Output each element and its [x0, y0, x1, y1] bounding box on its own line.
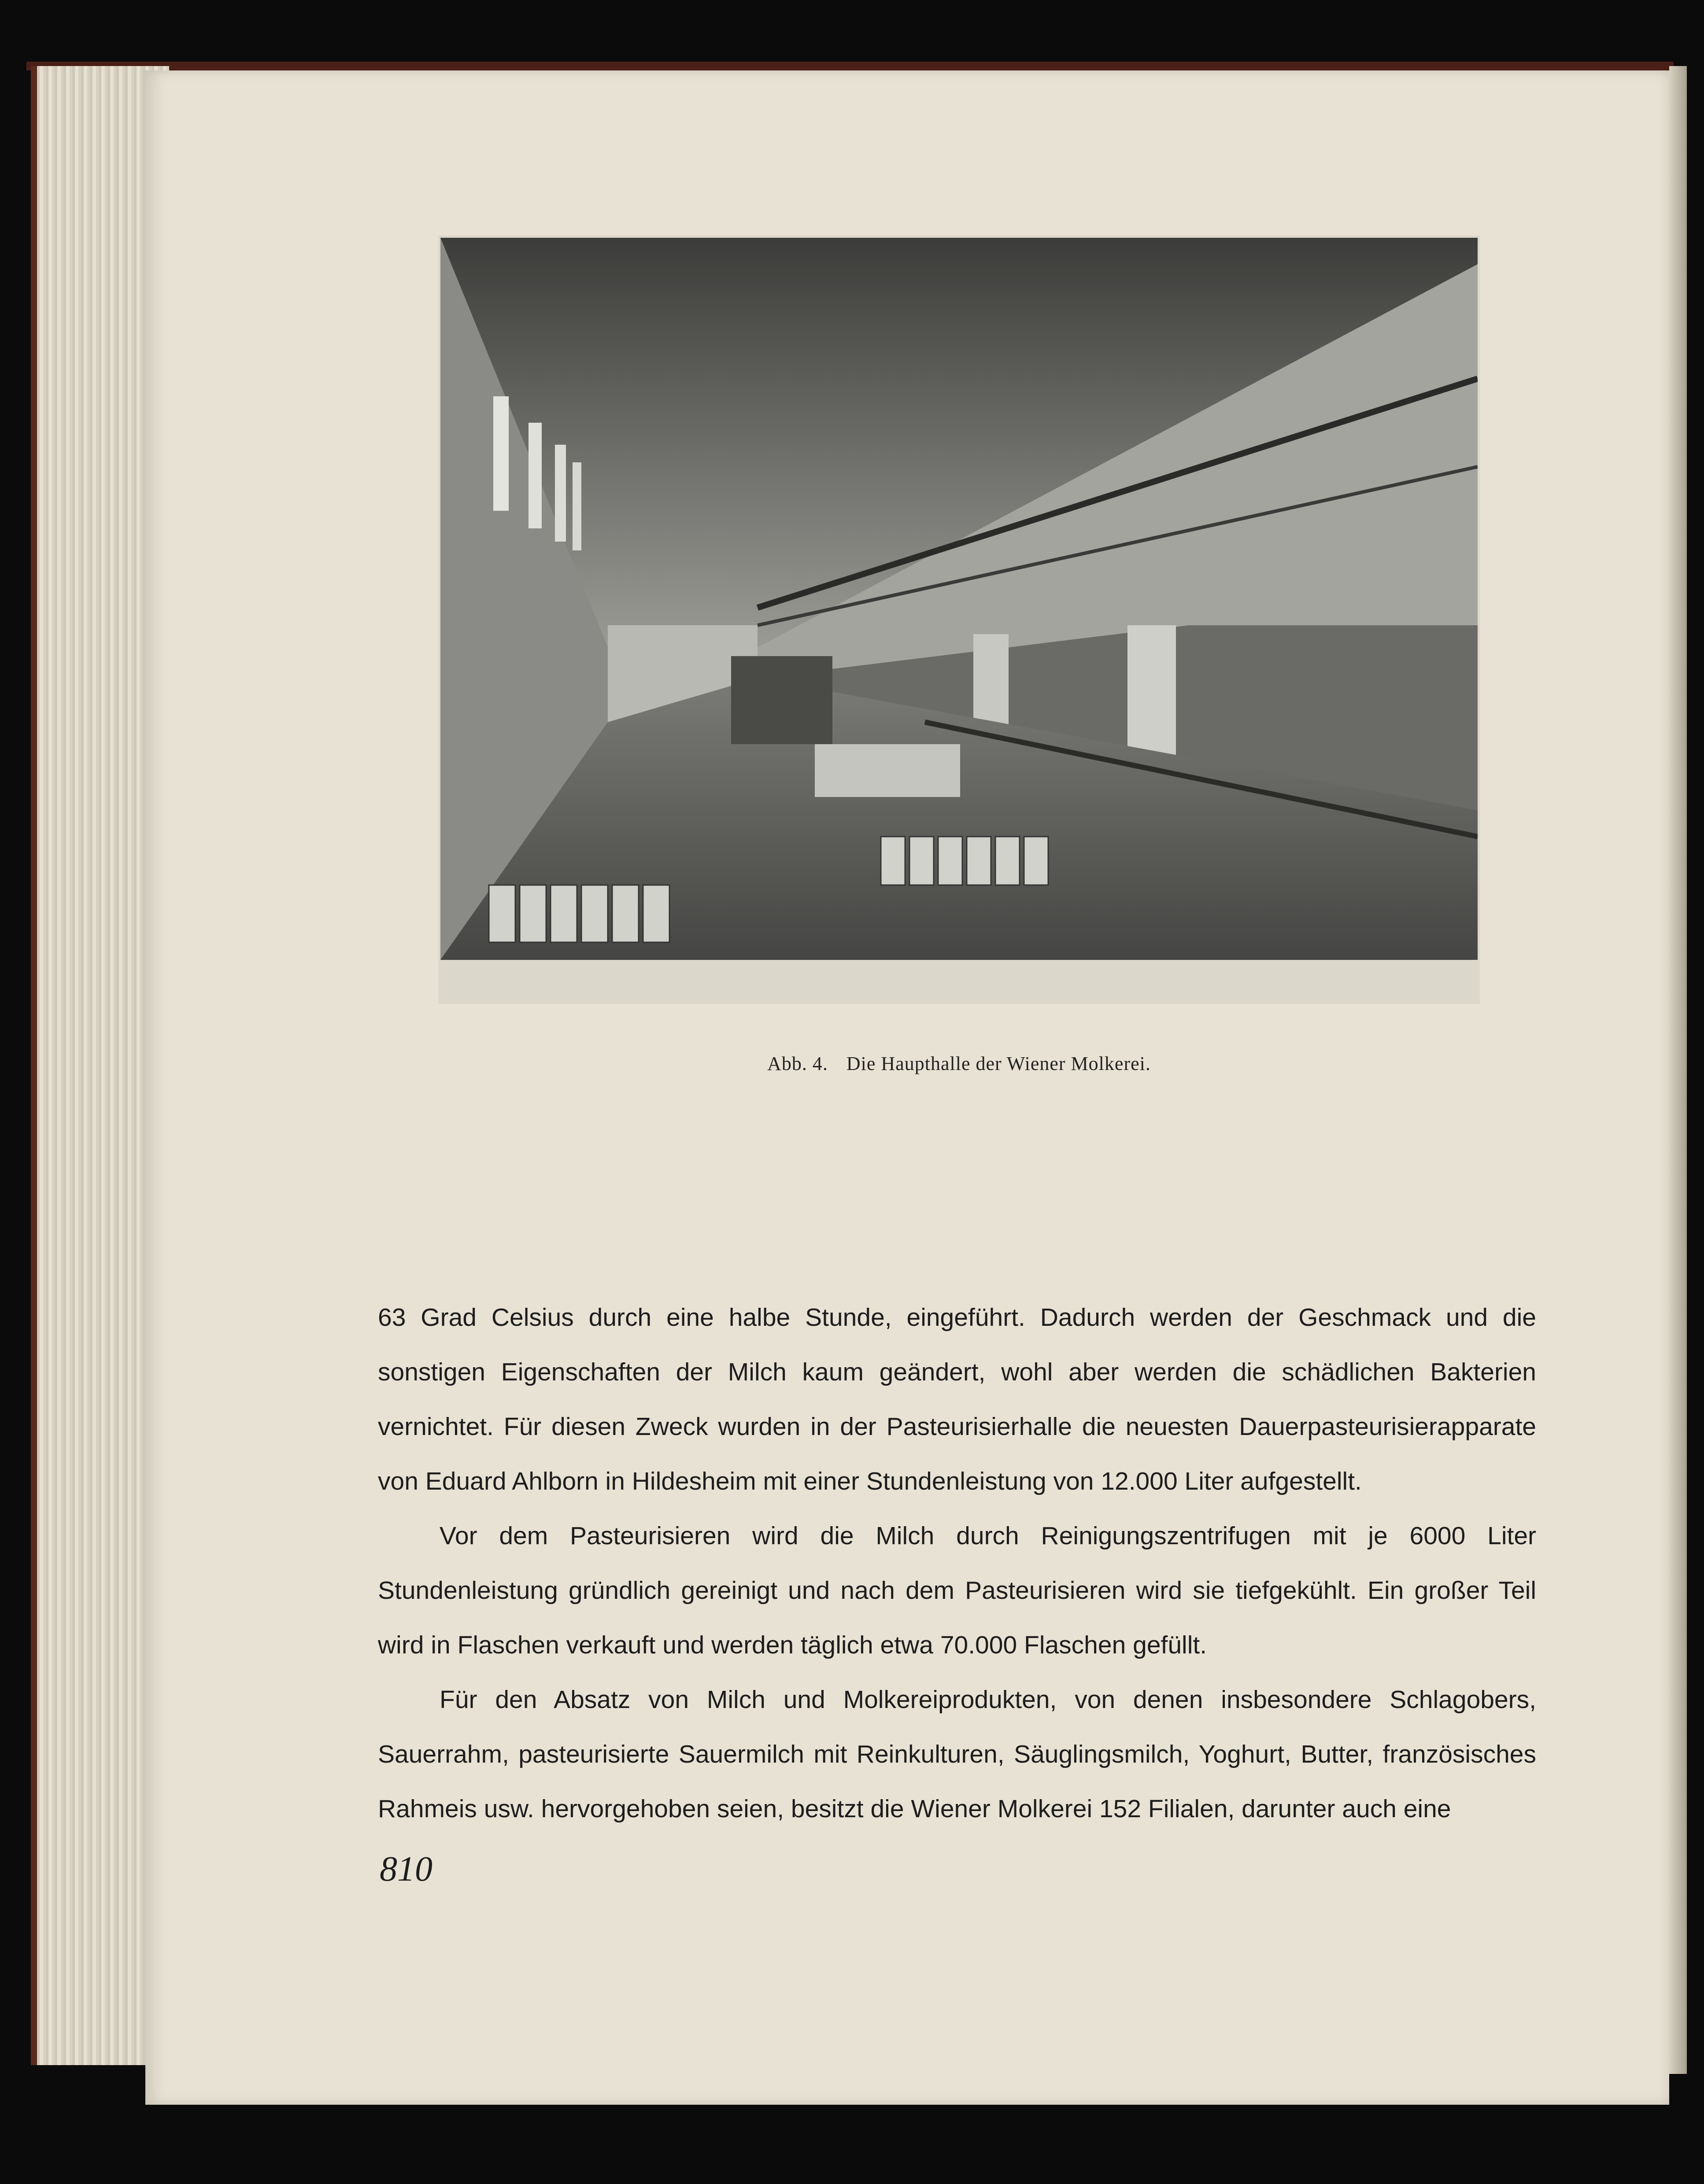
dairy-hall-photograph	[440, 238, 1478, 960]
caption-number: Abb. 4.	[767, 1053, 828, 1074]
paragraph-3: Für den Absatz von Milch und Molkereiprodukten, von denen insbesondere Schlagobers, Sauerrahm, pasteurisierte Sauermilch mit Reinkulturen, Säuglingsmilch, Yoghurt, Butter, französisches Rahmeis usw. hervorgehoben seien, besitzt die Wiener Molkerei 152 Filialen, darunter auch eine	[378, 1686, 1536, 1823]
book-cover-edge	[26, 62, 1674, 70]
paragraph-1: 63 Grad Celsius durch eine halbe Stunde, eingeführt. Dadurch werden der Geschmack und die sonstigen Eigenschaften der Milch kaum geändert, wohl aber werden die schädlichen Bakterien vernichtet. Für diesen Zweck wurden in der Pasteurisierhalle die neuesten Dauerpasteurisierapparate von Eduard Ahlborn in Hildesheim mit einer Stundenleistung von 12.000 Liter aufgestellt.	[378, 1303, 1536, 1495]
paragraph-2: Vor dem Pasteurisieren wird die Milch durch Reinigungszentrifugen mit je 6000 Liter Stundenleistung gründlich gereinigt und nach dem Pasteurisieren wird sie tiefgekühlt. Ein großer Teil wird in Flaschen verkauft und werden täglich etwa 70.000 Flaschen gefüllt.	[378, 1522, 1536, 1659]
body-text	[378, 1290, 1536, 1836]
hall-photo-drawing	[440, 238, 1478, 960]
right-page-edge	[1669, 66, 1687, 2074]
figure-caption	[440, 1052, 1478, 1075]
caption-text: Die Haupthalle der Wiener Molkerei.	[846, 1053, 1151, 1074]
page-number: 810	[380, 1850, 432, 1889]
